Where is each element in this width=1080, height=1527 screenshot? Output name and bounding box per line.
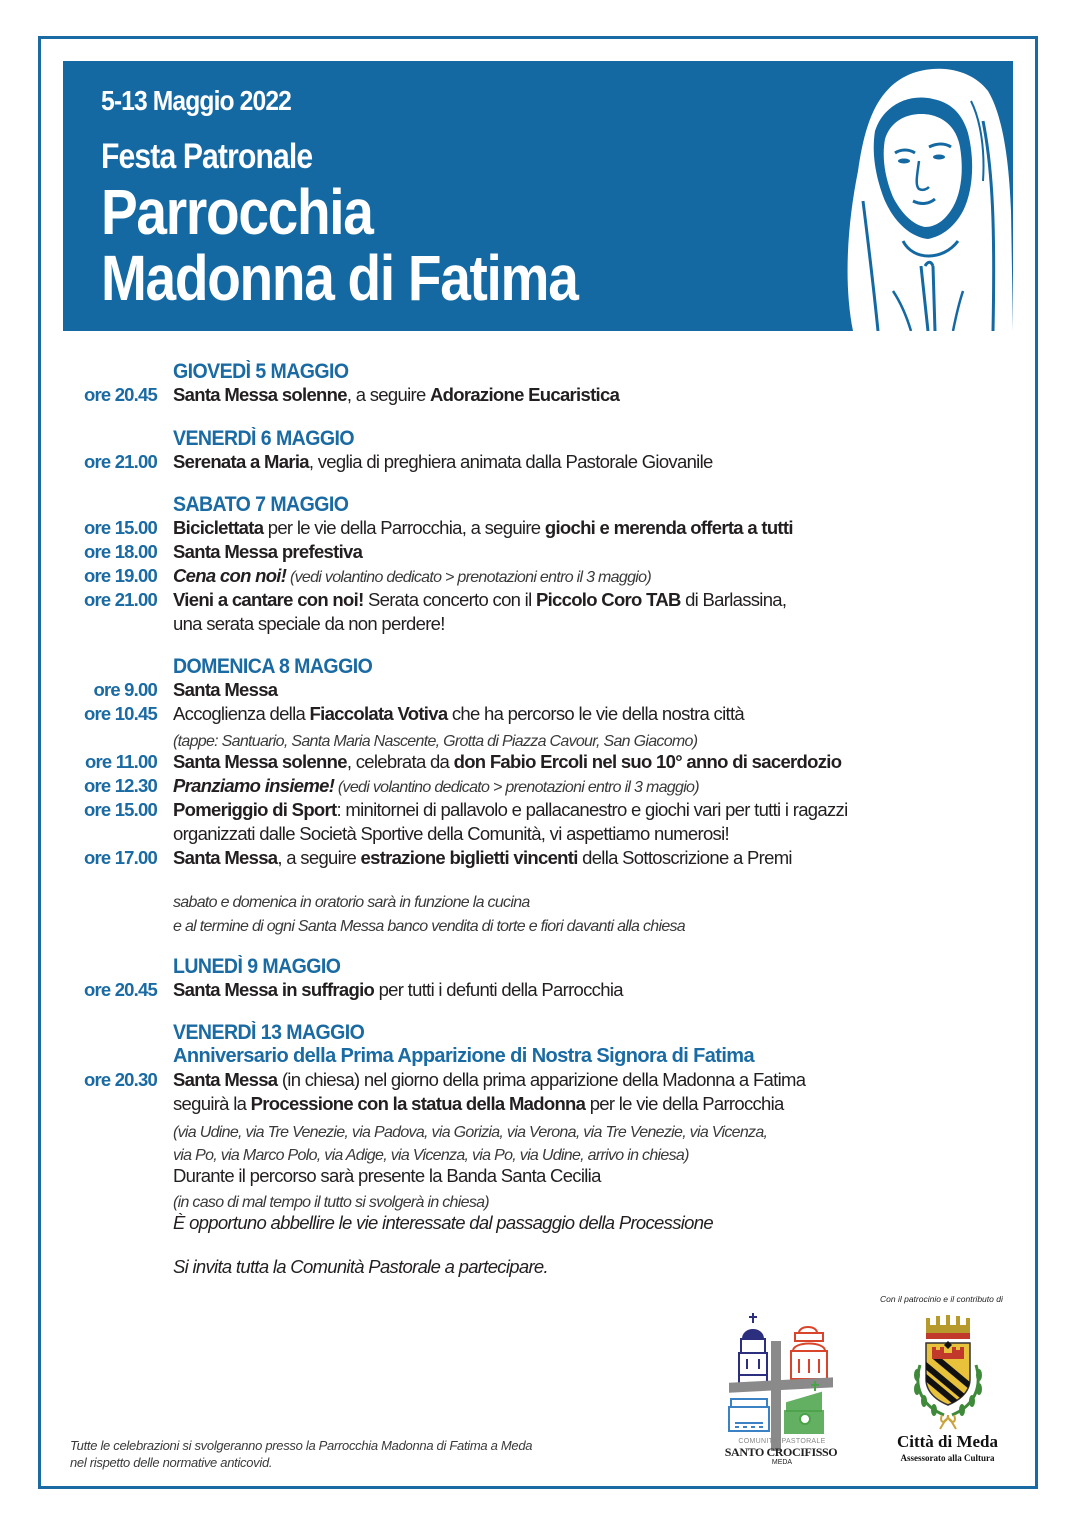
event-description bbox=[173, 541, 362, 563]
event-text-segment: per tutti i defunti della Parrocchia bbox=[374, 979, 623, 1000]
event-row bbox=[0, 517, 1080, 541]
event-time: ore 11.00 bbox=[84, 751, 157, 772]
day-heading: LUNEDÌ 9 MAGGIO bbox=[173, 955, 341, 978]
event-row bbox=[0, 1165, 1080, 1189]
header-banner bbox=[63, 61, 1013, 331]
event-text-segment: , celebrata da bbox=[346, 751, 454, 772]
event-text-segment: , a seguire bbox=[346, 384, 430, 405]
event-time: ore 15.00 bbox=[83, 799, 157, 820]
event-text-segment: Cena con noi! bbox=[173, 565, 287, 586]
event-row bbox=[0, 847, 1080, 871]
event-text-segment: Santa Messa solenne bbox=[173, 384, 347, 405]
assessorato-label: Assessorato alla Cultura bbox=[900, 1453, 995, 1463]
event-text-segment: Processione con la statua della Madonna bbox=[250, 1093, 586, 1114]
event-text-segment: Accoglienza della bbox=[173, 703, 310, 724]
parish-title-line2: Madonna di Fatima bbox=[101, 242, 578, 314]
event-text-segment: Adorazione Eucaristica bbox=[429, 384, 620, 405]
event-description bbox=[173, 565, 651, 587]
event-row bbox=[0, 729, 1080, 753]
patrocinio-label: Con il patrocinio e il contributo di bbox=[880, 1294, 1003, 1304]
day-heading: VENERDÌ 6 MAGGIO bbox=[173, 427, 354, 450]
event-description bbox=[173, 1256, 548, 1278]
event-text-segment: via Po, via Marco Polo, via Adige, via Vicenza, via Po, via Udine, arrivo in chiesa) bbox=[173, 1147, 689, 1164]
event-description bbox=[173, 1165, 601, 1187]
event-description bbox=[173, 703, 744, 725]
event-text-segment: Serata concerto con il bbox=[363, 589, 536, 610]
event-text-segment: (tappe: Santuario, Santa Maria Nascente, Grotta di Piazza Cavour, San Giacomo) bbox=[173, 733, 698, 750]
event-time: ore 21.00 bbox=[83, 451, 157, 472]
event-time: ore 12.30 bbox=[83, 775, 157, 796]
event-row bbox=[0, 451, 1080, 475]
event-text-segment: una serata speciale da non perdere! bbox=[173, 613, 445, 634]
event-description bbox=[173, 890, 530, 912]
footer-note-line2: nel rispetto delle normative anticovid. bbox=[70, 1455, 273, 1470]
event-row bbox=[0, 914, 1080, 938]
event-text-segment: (vedi volantino dedicato > prenotazioni entro il 3 maggio) bbox=[286, 569, 651, 586]
event-description bbox=[173, 979, 623, 1001]
event-row bbox=[0, 703, 1080, 727]
madonna-icon bbox=[833, 61, 1013, 331]
event-text-segment: della Sottoscrizione a Premi bbox=[577, 847, 792, 868]
event-row bbox=[0, 565, 1080, 589]
event-description bbox=[173, 729, 697, 751]
event-description bbox=[173, 799, 848, 821]
day-subheading: Anniversario della Prima Apparizione di Nostra Signora di Fatima bbox=[173, 1045, 755, 1067]
event-description bbox=[173, 1120, 767, 1142]
event-description bbox=[173, 823, 729, 845]
event-text-segment: Durante il percorso sarà presente la Banda Santa Cecilia bbox=[173, 1165, 601, 1186]
event-description bbox=[173, 1190, 489, 1212]
event-text-segment: (vedi volantino dedicato > prenotazioni entro il 3 maggio) bbox=[334, 779, 699, 796]
event-text-segment: Santa Messa prefestiva bbox=[173, 541, 363, 562]
festa-title: Festa Patronale bbox=[101, 137, 313, 176]
event-text-segment: per le vie della Parrocchia, a seguire bbox=[263, 517, 545, 538]
event-description bbox=[173, 451, 713, 473]
event-time: ore 20.30 bbox=[83, 1069, 157, 1090]
event-text-segment: estrazione biglietti vincenti bbox=[360, 847, 578, 868]
event-text-segment: Santa Messa solenne bbox=[173, 751, 347, 772]
event-time: ore 20.45 bbox=[83, 384, 157, 405]
event-text-segment: che ha percorso le vie della nostra città bbox=[447, 703, 744, 724]
event-row bbox=[0, 775, 1080, 799]
day-heading: GIOVEDÌ 5 MAGGIO bbox=[173, 360, 349, 383]
event-text-segment: Serenata a Maria bbox=[173, 451, 309, 472]
event-text-segment: Santa Messa bbox=[173, 847, 278, 868]
event-text-segment: , veglia di preghiera animata dalla Pastorale Giovanile bbox=[308, 451, 713, 472]
event-text-segment: (via Udine, via Tre Venezie, via Padova, via Gorizia, via Verona, via Tre Venezie, via Vicenza, bbox=[173, 1124, 768, 1141]
event-description bbox=[173, 775, 699, 797]
event-text-segment: Vieni a cantare con noi! bbox=[173, 589, 364, 610]
event-text-segment: Santa Messa bbox=[173, 679, 278, 700]
day-heading: DOMENICA 8 MAGGIO bbox=[173, 655, 373, 678]
event-time: ore 19.00 bbox=[83, 565, 157, 586]
event-text-segment: organizzati dalle Società Sportive della Comunità, vi aspettiamo numerosi! bbox=[173, 823, 729, 844]
event-text-segment: (in caso di mal tempo il tutto si svolgerà in chiesa) bbox=[173, 1194, 489, 1211]
event-time: ore 15.00 bbox=[83, 517, 157, 538]
event-time: ore 18.00 bbox=[83, 541, 157, 562]
event-text-segment: Si invita tutta la Comunità Pastorale a partecipare. bbox=[173, 1256, 548, 1277]
event-row bbox=[0, 1143, 1080, 1167]
comunita-label-line2: SANTO CROCIFISSO bbox=[724, 1445, 838, 1459]
event-row bbox=[0, 1256, 1080, 1280]
event-text-segment: di Barlassina, bbox=[680, 589, 787, 610]
event-row bbox=[0, 589, 1080, 613]
event-description bbox=[173, 1069, 805, 1091]
event-row bbox=[0, 613, 1080, 637]
event-row bbox=[0, 823, 1080, 847]
event-row bbox=[0, 541, 1080, 565]
citta-di-meda-crest-icon bbox=[908, 1315, 988, 1430]
event-time: ore 20.45 bbox=[83, 979, 157, 1000]
event-description bbox=[173, 679, 277, 701]
event-text-segment: seguirà la bbox=[173, 1093, 251, 1114]
event-text-segment: Biciclettata bbox=[173, 517, 264, 538]
event-text-segment: (in chiesa) nel giorno della prima apparizione della Madonna a Fatima bbox=[277, 1069, 806, 1090]
day-heading: SABATO 7 MAGGIO bbox=[173, 493, 349, 516]
event-row bbox=[0, 384, 1080, 408]
event-time: ore 21.00 bbox=[83, 589, 157, 610]
event-description bbox=[173, 613, 445, 635]
event-text-segment: per le vie della Parrocchia bbox=[585, 1093, 784, 1114]
event-description bbox=[173, 517, 793, 539]
event-description bbox=[173, 914, 685, 936]
event-description bbox=[173, 1143, 689, 1165]
event-description bbox=[173, 1212, 713, 1234]
event-row bbox=[0, 979, 1080, 1003]
event-row bbox=[0, 1212, 1080, 1236]
event-time: ore 17.00 bbox=[83, 847, 157, 868]
date-range: 5-13 Maggio 2022 bbox=[101, 85, 291, 116]
event-text-segment: Santa Messa in suffragio bbox=[173, 979, 375, 1000]
event-row bbox=[0, 1120, 1080, 1144]
event-row bbox=[0, 751, 1080, 775]
event-text-segment: e al termine di ogni Santa Messa banco vendita di torte e fiori davanti alla chiesa bbox=[173, 918, 686, 935]
event-text-segment: Piccolo Coro TAB bbox=[535, 589, 681, 610]
event-text-segment: Pomeriggio di Sport bbox=[173, 799, 337, 820]
event-description bbox=[173, 847, 792, 869]
event-row bbox=[0, 1069, 1080, 1093]
day-heading: VENERDÌ 13 MAGGIO bbox=[173, 1021, 365, 1044]
event-description bbox=[173, 589, 786, 611]
event-text-segment: È opportuno abbellire le vie interessate dal passaggio della Processione bbox=[173, 1212, 713, 1233]
footer-note bbox=[70, 1437, 532, 1471]
event-time: ore 9.00 bbox=[93, 679, 157, 700]
event-text-segment: Santa Messa bbox=[173, 1069, 278, 1090]
event-row bbox=[0, 799, 1080, 823]
event-text-segment: , a seguire bbox=[277, 847, 361, 868]
event-row bbox=[0, 679, 1080, 703]
event-text-segment: Pranziamo insieme! bbox=[173, 775, 335, 796]
comunita-label-line1: COMUNITA' PASTORALE bbox=[738, 1438, 826, 1445]
comunita-label-line3: MEDA bbox=[771, 1459, 793, 1466]
event-row bbox=[0, 890, 1080, 914]
event-description bbox=[173, 1093, 784, 1115]
parish-title-line1: Parrocchia bbox=[101, 176, 373, 248]
event-text-segment: : minitornei di pallavolo e pallacanestro e giochi vari per tutti i ragazzi bbox=[336, 799, 848, 820]
event-text-segment: don Fabio Ercoli nel suo 10° anno di sacerdozio bbox=[453, 751, 842, 772]
event-row bbox=[0, 1190, 1080, 1214]
event-row bbox=[0, 1093, 1080, 1117]
footer-note-line1: Tutte le celebrazioni si svolgeranno presso la Parrocchia Madonna di Fatima a Meda bbox=[70, 1438, 533, 1453]
event-text-segment: Fiaccolata Votiva bbox=[309, 703, 448, 724]
event-text-segment: sabato e domenica in oratorio sarà in funzione la cucina bbox=[173, 894, 530, 911]
event-text-segment: giochi e merenda offerta a tutti bbox=[544, 517, 793, 538]
event-description bbox=[173, 384, 619, 406]
event-description bbox=[173, 751, 841, 773]
citta-di-meda-label: Città di Meda bbox=[896, 1432, 999, 1451]
event-time: ore 10.45 bbox=[83, 703, 157, 724]
